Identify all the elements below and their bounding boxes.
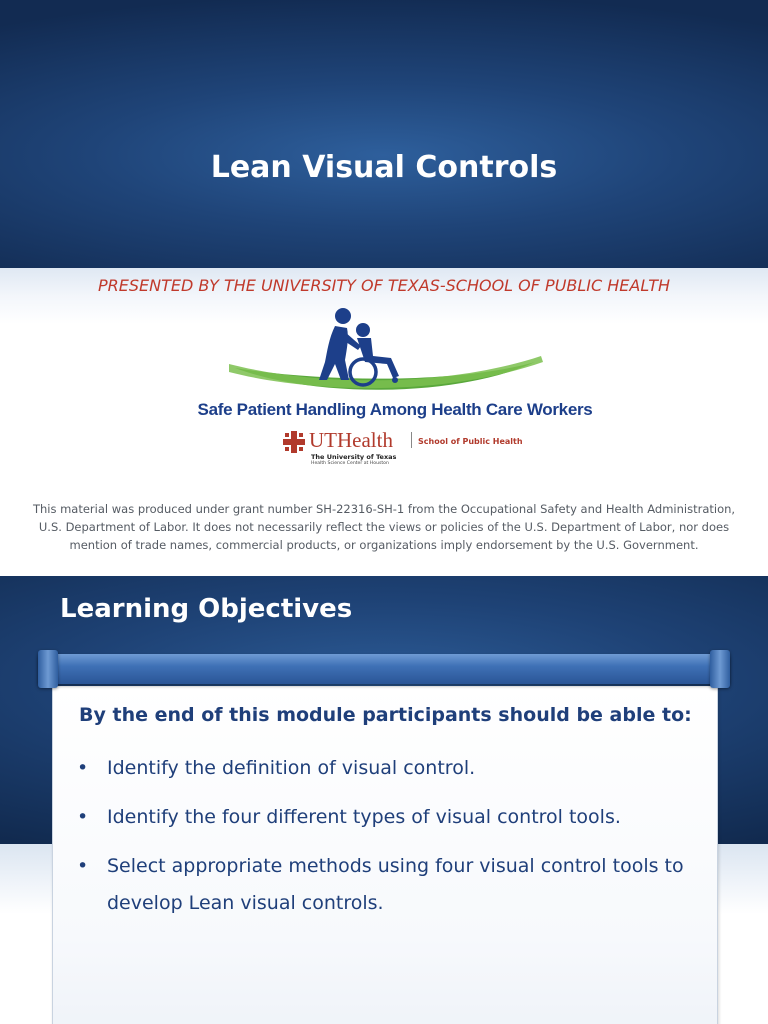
scroll-rod xyxy=(38,654,730,684)
list-item xyxy=(75,750,695,787)
svg-text:CDC: CDC xyxy=(353,368,373,378)
slide-title: Lean Visual Controls xyxy=(210,150,558,185)
title-slide-header xyxy=(0,0,768,268)
logo-separator xyxy=(411,432,412,448)
center-name: Health Science Center at Houston xyxy=(311,461,389,466)
uthealth-mark-icon xyxy=(283,431,305,453)
objectives-panel xyxy=(52,686,718,1024)
university-name: The University of Texas xyxy=(311,453,397,461)
bullet-icon: • xyxy=(77,757,89,779)
objective-text: Identify the definition of visual control. xyxy=(107,757,476,779)
school-name: School of Public Health xyxy=(418,437,523,446)
bullet-icon: • xyxy=(77,855,89,877)
presented-by: PRESENTED BY THE UNIVERSITY OF TEXAS-SCHOOL OF PUBLIC HEALTH xyxy=(97,276,670,295)
objectives-lead: By the end of this module participants should be able to: xyxy=(79,704,692,726)
grant-disclaimer: This material was produced under grant number SH-22316-SH-1 from the Occupational Safety and Health Administration, U.S. Department of Labor. It does not necessarily reflect the views or policies of the U.S. Department of Labor, nor does mention of trade names, commercial products, or organizations imply endorsement by the U.S. Government. xyxy=(32,502,736,552)
scroll-cap-right xyxy=(710,650,730,688)
list-item xyxy=(75,848,695,922)
slide-title: Learning Objectives xyxy=(60,594,353,624)
objectives-slide xyxy=(0,576,768,1024)
objective-text: Identify the four different types of visual control tools. xyxy=(107,806,621,828)
uthealth-name: UTHealth xyxy=(309,428,393,452)
caregiver-wheelchair-icon xyxy=(195,306,595,406)
objective-text: Select appropriate methods using four visual control tools to develop Lean visual controls. xyxy=(107,855,684,914)
logo-tagline: Safe Patient Handling Among Health Care Workers xyxy=(197,400,593,419)
bullet-icon: • xyxy=(77,806,89,828)
objectives-list xyxy=(75,750,695,934)
uthealth-logo xyxy=(283,428,543,468)
scroll-cap-left xyxy=(38,650,58,688)
program-logo xyxy=(195,306,595,476)
list-item xyxy=(75,799,695,836)
